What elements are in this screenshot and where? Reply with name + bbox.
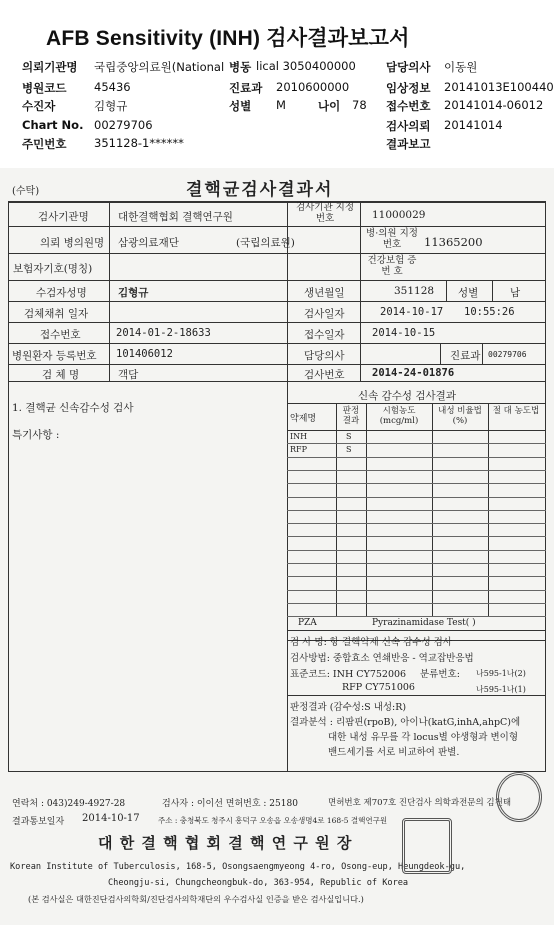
value-ward: lical 3050400000: [256, 59, 356, 73]
seal-stamp-square: [402, 818, 452, 874]
req-hospital-label: 의뢰 병의원명: [40, 237, 105, 249]
footer-license: 면허번호 제707호 진단검사 의학과전문의 김천태: [328, 798, 512, 808]
specimen-label: 검 체 명: [42, 369, 80, 381]
table-row-divider: [287, 483, 546, 484]
drug-name: INH: [290, 432, 308, 441]
col-verdict: 판정 결과: [342, 406, 360, 426]
footer-certification-note: (본 검사실은 대한진단검사의학회/진단검사의학재단의 우수검사실 인증을 받은 검사실입니다.): [28, 894, 364, 904]
inspector-no-label: 검사기관 지정번호: [295, 202, 355, 224]
table-row-divider: [287, 536, 546, 537]
label-age: 나이: [318, 99, 341, 113]
value-receipt-no: 20141014-06012: [444, 98, 544, 112]
method-cls1: 나595-1나(2): [476, 669, 526, 678]
method-code: 표준코드: INH CY752006: [290, 669, 407, 680]
form-title: 결핵균검사결과서: [186, 180, 334, 200]
label-chart-no: Chart No.: [22, 118, 84, 132]
value-patient: 김형규: [94, 99, 128, 113]
inspector-no-value: 11000029: [372, 209, 426, 221]
method-code-rfp: RFP CY751006: [342, 682, 415, 693]
label-clinical-info: 임상정보: [386, 81, 431, 95]
footer-report-label: 결과통보일자: [12, 817, 65, 827]
col-resistance-ratio: 내성 비율법(%): [438, 406, 482, 426]
value-request-date: 20141014: [444, 118, 503, 132]
table-row-divider: [287, 523, 546, 524]
table-row-divider: [287, 576, 546, 577]
table-row-divider: [287, 603, 546, 604]
specimen-value: 객담: [118, 369, 139, 381]
test-item-1: 1. 결핵균 신속감수성 검사: [12, 402, 134, 414]
footer-institute-en-2: Cheongju-si, Chungcheongbuk-do, 363-954, Republic of Korea: [108, 878, 409, 888]
label-patient: 수진자: [22, 99, 56, 113]
value-resident-no: 351128-1******: [94, 136, 184, 150]
col-concentration: 시험농도 (mcg/ml): [379, 406, 419, 426]
table-row-divider: [287, 470, 546, 471]
req-hospital-sub: (국립의료원): [236, 237, 295, 249]
birth-label: 생년월일: [304, 287, 345, 299]
sex-label: 성별: [458, 287, 479, 299]
patient-label: 수검자성명: [36, 287, 87, 299]
hosp-no-value: 11365200: [424, 235, 483, 249]
value-clinic: 2010600000: [276, 80, 350, 94]
method-cls-label: 분류번호:: [420, 669, 460, 680]
receipt-no-label: 접수번호: [40, 329, 81, 341]
sens-table-title: 신속 감수성 검사결과: [358, 390, 456, 402]
label-sex: 성별: [229, 99, 252, 113]
collect-label: 검체채취 일자: [24, 308, 89, 320]
label-receipt-no: 접수번호: [386, 99, 431, 113]
label-clinic: 진료과: [229, 81, 263, 95]
pza-value: Pyrazinamidase Test( ): [372, 618, 476, 628]
table-row-divider: [287, 563, 546, 564]
table-cell: S: [346, 445, 352, 455]
table-row-divider: [287, 443, 546, 444]
value-doctor: 이동원: [444, 60, 478, 74]
insured-label: 보험자기호(명칭): [13, 263, 93, 275]
method-desc: 검사방법: 중합효소 연쇄반응 - 역교잡반응법: [290, 653, 474, 664]
receipt-date-label: 접수일자: [304, 329, 345, 341]
test-time-value: 10:55:26: [464, 306, 515, 318]
health-ins-label: 건강보험 증 번 호: [367, 255, 417, 277]
footer-institute-en-1: Korean Institute of Tuberculosis, 168-5, Osongsaengmyeong 4-ro, Osong-eup, Heungdeok-gu,: [10, 862, 466, 872]
patient-value: 김형규: [118, 287, 149, 299]
dept-value: 00279706: [488, 350, 527, 359]
table-row-divider: [287, 457, 546, 458]
value-clinical-info: 20141013E100440: [444, 80, 554, 94]
receipt-date-value: 2014-10-15: [372, 327, 436, 339]
method-cls2: 나595-1나(1): [476, 685, 526, 694]
analysis-line-3: 밴드세기를 서로 비교하여 판별.: [328, 747, 460, 758]
remarks-label: 특기사항 :: [12, 429, 60, 441]
label-result-report: 결과보고: [386, 137, 431, 151]
value-age: 78: [352, 98, 367, 112]
footer-contact: 연락처 : 043)249-4927-28: [12, 799, 126, 809]
label-requesting-org: 의뢰기관명: [22, 60, 78, 74]
footer-institute-kr: 대 한 결 핵 협 회 결 핵 연 구 원 장: [98, 834, 353, 852]
table-cell: S: [346, 432, 352, 441]
doctor-label: 담당의사: [304, 350, 345, 362]
table-row-divider: [287, 497, 546, 498]
table-row-divider: [287, 590, 546, 591]
value-requesting-org: 국립중앙의료원(National: [94, 60, 225, 74]
table-row-divider: [287, 550, 546, 551]
method-name: 검 사 명: 항 결핵약제 신속 감수성 검사: [290, 637, 452, 648]
footer-report-date: 2014-10-17: [82, 813, 140, 824]
scanned-result-form: [0, 168, 554, 925]
hosp-no-label: 병·의원 지정번호: [366, 228, 418, 250]
birth-value: 351128: [394, 285, 435, 297]
label-request-date: 검사의뢰: [386, 119, 431, 133]
test-date-value: 2014-10-17: [380, 306, 444, 318]
form-tag: (수탁): [12, 186, 40, 197]
pza-label: PZA: [298, 618, 317, 628]
reg-no-value: 101406012: [116, 348, 173, 360]
value-sex: M: [276, 98, 286, 112]
inspector-value: 대한결핵협회 결핵연구원: [118, 211, 233, 223]
verdict-legend: 판정결과 (감수성:S 내성:R): [290, 702, 407, 713]
inspector-label: 검사기관명: [38, 211, 89, 223]
test-no-label: 검사번호: [304, 369, 345, 381]
label-ward: 병동: [229, 60, 252, 74]
table-row-divider: [287, 510, 546, 511]
req-hospital-value: 삼광의료재단: [118, 237, 179, 249]
report-title: AFB Sensitivity (INH) 검사결과보고서: [46, 27, 410, 50]
value-hospital-code: 45436: [94, 80, 131, 94]
reg-no-label: 병원환자 등록번호: [12, 350, 97, 362]
analysis-line-2: 대한 내성 유무를 각 locus별 야생형과 변이형: [328, 732, 519, 743]
label-resident-no: 주민번호: [22, 137, 67, 151]
label-hospital-code: 병원코드: [22, 81, 67, 95]
receipt-no-value: 2014-01-2-18633: [116, 327, 211, 339]
value-chart-no: 00279706: [94, 118, 153, 132]
footer-tester: 검사자 : 이이선 면허번호 : 25180: [162, 799, 298, 809]
drug-name: RFP: [290, 445, 307, 455]
analysis-line-1: 결과분석 : 리팜핀(rpoB), 아이나(katG,inhA,ahpC)에: [290, 717, 521, 728]
sex-value: 남: [510, 287, 521, 299]
col-absolute: 절 대 농도법: [492, 406, 540, 416]
footer-address: 주소 : 충청북도 청주시 흥덕구 오송읍 오송생명4로 168-5 결핵연구원: [158, 816, 388, 825]
label-doctor: 담당의사: [386, 60, 431, 74]
seal-stamp-round: [496, 772, 542, 822]
dept-label: 진료과: [450, 350, 481, 362]
col-drug: 약제명: [290, 414, 317, 424]
test-no-value: 2014-24-01876: [372, 367, 455, 379]
test-date-label: 검사일자: [304, 308, 345, 320]
